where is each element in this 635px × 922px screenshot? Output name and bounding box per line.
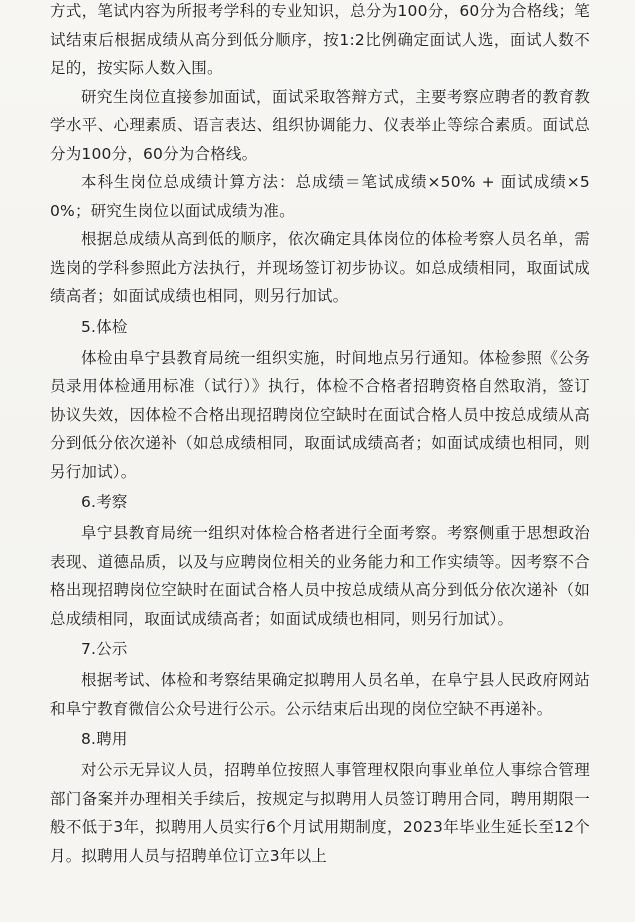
paragraph-inspection: 阜宁县教育局统一组织对体检合格者进行全面考察。考察侧重于思想政治表现、道德品质，以及与应聘岗位相关的业务能力和工作实绩等。因考察不合格出现招聘岗位空缺时在面试合格人员中按总成绩从高分到低分依次递补（如总成绩相同，取面试成绩高者；如面试成绩也相同，则另行加试）。 — [50, 524, 590, 628]
paragraph-written-exam: 方式，笔试内容为所报考学科的专业知识，总分为100分，60分为合格线；笔试结束后根据成绩从高分到低分顺序，按1:2比例确定面试人选，面试人数不足的，按实际人数入围。 — [50, 2, 590, 77]
paragraph-graduate-interview: 研究生岗位直接参加面试，面试采取答辩方式，主要考察应聘者的教育教学水平、心理素质、语言表达、组织协调能力、仪表举止等综合素质。面试总分为100分，60分为合格线。 — [50, 87, 590, 163]
section-heading-publicity: 7.公示 — [81, 640, 128, 658]
document-body — [50, 0, 590, 870]
section-heading-inspection: 6.考察 — [81, 493, 128, 511]
paragraph-score-formula: 本科生岗位总成绩计算方法：总成绩＝笔试成绩×50% + 面试成绩×50%；研究生岗位以面试成绩为准。 — [50, 173, 590, 220]
paragraph-physical-exam: 体检由阜宁县教育局统一组织实施，时间地点另行通知。体检参照《公务员录用体检通用标准（试行）》执行，体检不合格者招聘资格自然取消，签订协议失效，因体检不合格出现招聘岗位空缺时在面试合格人员中按总成绩从高分到低分依次递补（如总成绩相同，取面试成绩高者；如面试成绩也相同，则另行加试）。 — [50, 348, 590, 481]
paragraph-employment: 对公示无异议人员，招聘单位按照人事管理权限向事业单位人事综合管理部门备案并办理相关手续后，按规定与拟聘用人员签订聘用合同，聘用期限一般不低于3年，拟聘用人员实行6个月试用期制度，2023年毕业生延长至12个月。拟聘用人员与招聘单位订立3年以上 — [50, 761, 590, 865]
section-heading-employment: 8.聘用 — [81, 730, 128, 748]
paragraph-ranking: 根据总成绩从高到低的顺序，依次确定具体岗位的体检考察人员名单，需选岗的学科参照此方法执行，并现场签订初步协议。如总成绩相同，取面试成绩高者；如面试成绩也相同，则另行加试。 — [50, 230, 590, 305]
section-heading-physical-exam: 5.体检 — [81, 317, 128, 336]
paragraph-publicity: 根据考试、体检和考察结果确定拟聘用人员名单，在阜宁县人民政府网站和阜宁教育微信公众号进行公示。公示结束后出现的岗位空缺不再递补。 — [50, 671, 590, 718]
